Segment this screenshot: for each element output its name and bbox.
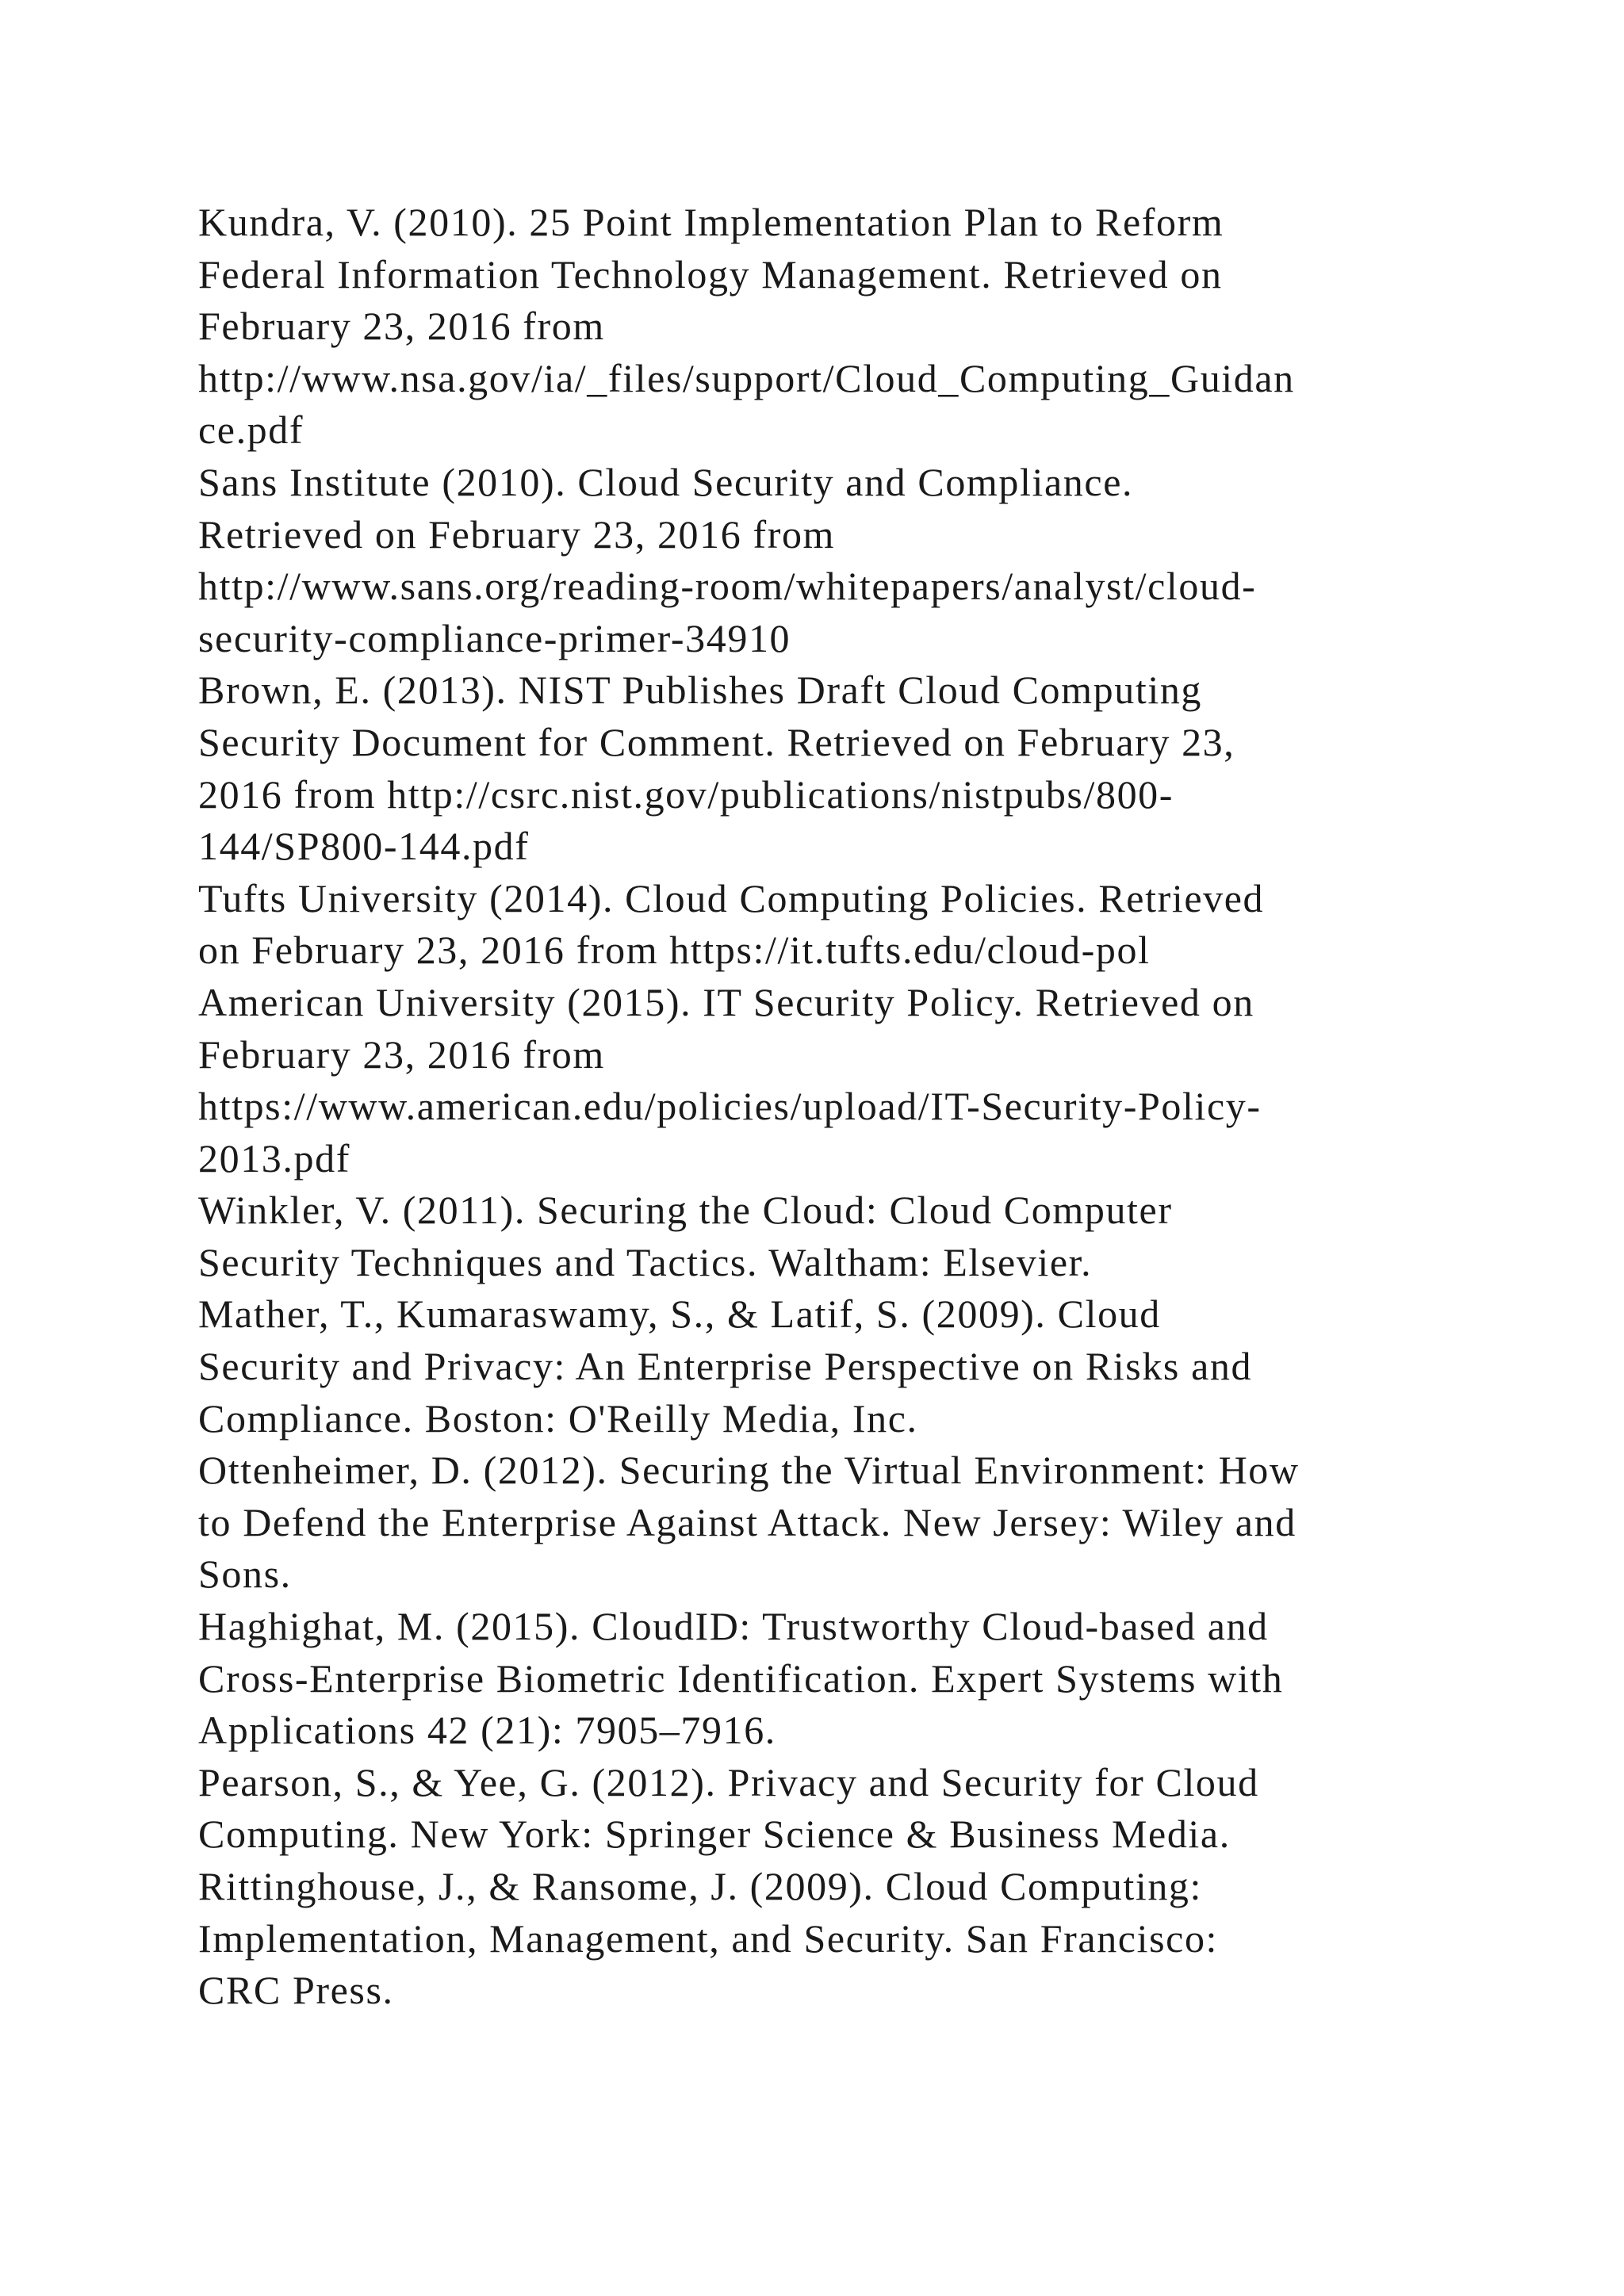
reference-line: Sans Institute (2010). Cloud Security and Compliance.	[198, 459, 1134, 504]
reference-line: American University (2015). IT Security Policy. Retrieved on	[198, 979, 1254, 1024]
reference-line: Federal Information Technology Management. Retrieved on	[198, 251, 1223, 297]
reference-line: https://www.american.edu/policies/upload/IT-Security-Policy-	[198, 1084, 1262, 1129]
reference-line: http://www.sans.org/reading-room/whitepapers/analyst/cloud-	[198, 564, 1257, 609]
reference-line: CRC Press.	[198, 1968, 394, 2013]
reference-line: February 23, 2016 from	[198, 1031, 605, 1077]
reference-line: Cross-Enterprise Biometric Identification. Expert Systems with	[198, 1655, 1284, 1701]
reference-line: Pearson, S., & Yee, G. (2012). Privacy and Security for Cloud	[198, 1759, 1259, 1804]
reference-line: Rittinghouse, J., & Ransome, J. (2009). Cloud Computing:	[198, 1864, 1203, 1908]
reference-line: ce.pdf	[198, 408, 304, 453]
reference-line: Security Document for Comment. Retrieved on February 23,	[198, 719, 1235, 764]
reference-line: Mather, T., Kumaraswamy, S., & Latif, S. (2009). Cloud	[198, 1292, 1161, 1337]
reference-line: Sons.	[198, 1552, 292, 1597]
reference-list	[198, 197, 1451, 2017]
reference-line: 2013.pdf	[198, 1135, 350, 1181]
reference-line: Ottenheimer, D. (2012). Securing the Virtual Environment: How	[198, 1448, 1300, 1493]
reference-line: Haghighat, M. (2015). CloudID: Trustworthy Cloud-based and	[198, 1604, 1269, 1649]
reference-line: security-compliance-primer-34910	[198, 615, 791, 660]
reference-line: on February 23, 2016 from https://it.tufts.edu/cloud-pol	[198, 928, 1151, 973]
reference-line: to Defend the Enterprise Against Attack. New Jersey: Wiley and	[198, 1499, 1297, 1544]
reference-line: 144/SP800-144.pdf	[198, 824, 530, 869]
reference-line: Tufts University (2014). Cloud Computing Policies. Retrieved	[198, 875, 1265, 920]
reference-line: Winkler, V. (2011). Securing the Cloud: Cloud Computer	[198, 1188, 1173, 1233]
reference-line: Security Techniques and Tactics. Waltham: Elsevier.	[198, 1239, 1093, 1284]
reference-line: Kundra, V. (2010). 25 Point Implementation Plan to Reform	[198, 200, 1224, 244]
reference-line: Compliance. Boston: O'Reilly Media, Inc.	[198, 1395, 918, 1441]
reference-line: Implementation, Management, and Security. San Francisco:	[198, 1915, 1219, 1961]
reference-line: Security and Privacy: An Enterprise Perspective on Risks and	[198, 1344, 1253, 1389]
reference-line: Computing. New York: Springer Science & Business Media.	[198, 1812, 1231, 1857]
reference-line: February 23, 2016 from	[198, 304, 605, 349]
reference-line: 2016 from http://csrc.nist.gov/publications/nistpubs/800-	[198, 771, 1174, 817]
reference-line: http://www.nsa.gov/ia/_files/support/Cloud_Computing_Guidan	[198, 355, 1295, 400]
reference-line: Brown, E. (2013). NIST Publishes Draft Cloud Computing	[198, 668, 1203, 713]
reference-line: Retrieved on February 23, 2016 from	[198, 511, 836, 557]
reference-line: Applications 42 (21): 7905–7916.	[198, 1708, 776, 1753]
